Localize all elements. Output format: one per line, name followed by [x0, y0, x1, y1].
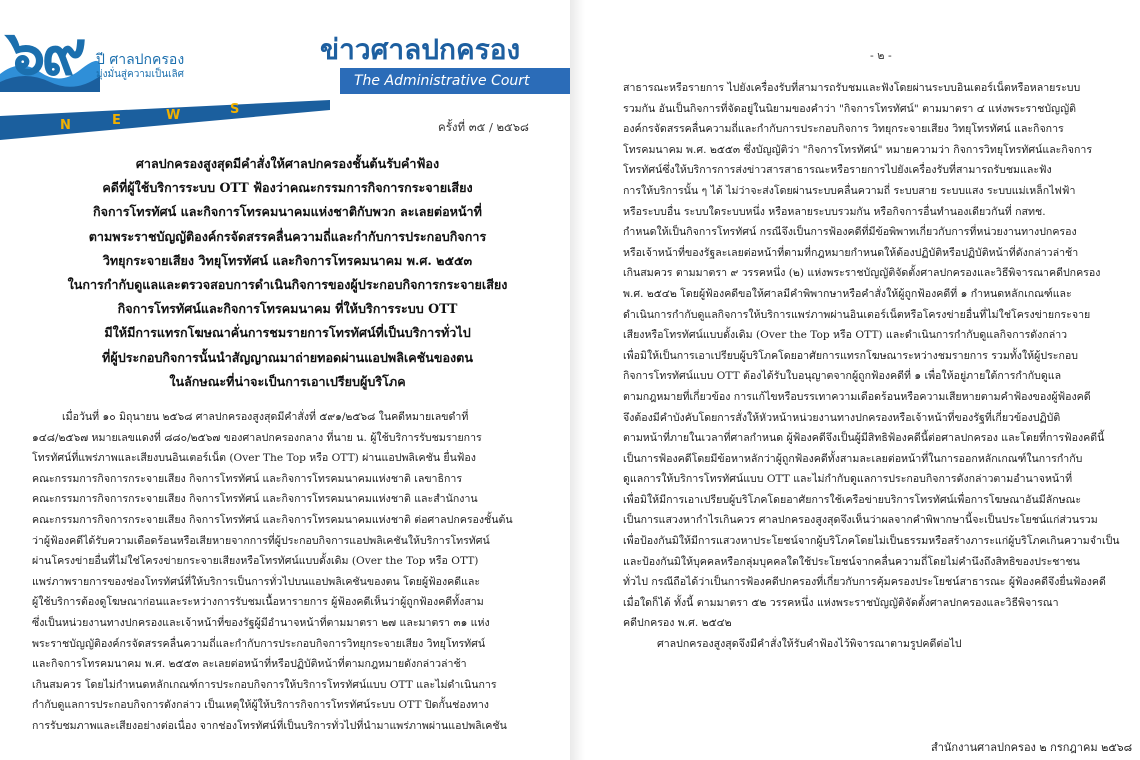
headline-line: ในลักษณะที่น่าจะเป็นการเอาเปรียบผู้บริโภค	[169, 373, 406, 389]
body-line: โทรคมนาคม พ.ศ. ๒๕๕๓ ซึ่งบัญญัติว่า "กิจการโทรทัศน์" หมายความว่า กิจการวิทยุโทรทัศน์และกิจการ	[623, 143, 1093, 156]
body-line: เป็นการแสวงหากำไรเกินควร ศาลปกครองสูงสุดจึงเห็นว่าผลจากคำพิพากษานี้จะเป็นประโยชน์แก่ส่วนรวม	[623, 514, 1098, 527]
body-line: เพื่อมิให้เป็นการเอาเปรียบผู้บริโภคโดยอาศัยการแทรกโฆษณาระหว่างชมรายการ รวมทั้งให้ผู้ประกอบ	[623, 349, 1078, 362]
headline-line: ตามพระราชบัญญัติองค์กรจัดสรรคลื่นความถี่และกำกับการประกอบกิจการ	[88, 228, 487, 244]
headline-line: วิทยุกระจายเสียง วิทยุโทรทัศน์ และกิจการโทรคมนาคม พ.ศ. ๒๕๕๓	[102, 252, 473, 268]
headline-line: มีให้มีการแทรกโฆษณาคั่นการชมรายการโทรทัศน์ที่เป็นบริการทั่วไป	[104, 325, 471, 341]
headline-line: ที่ผู้ประกอบกิจการนั้นนำสัญญาณมาถ่ายทอดผ่านแอปพลิเคชันของตน	[102, 349, 473, 365]
body-line: คณะกรรมการกิจการกระจายเสียง กิจการโทรทัศน์ และกิจการโทรคมนาคมแห่งชาติ และสำนักงาน	[32, 493, 478, 506]
news-ribbon-icon	[0, 96, 330, 140]
body-line: คณะกรรมการกิจการกระจายเสียง กิจการโทรทัศน์ และกิจการโทรคมนาคมแห่งชาติ ต่อศาลปกครองชั้นต้น	[32, 513, 513, 526]
body-line: การให้บริการนั้น ๆ ได้ ไม่ว่าจะส่งโดยผ่านระบบคลื่นความถี่ ระบบสาย ระบบแสง ระบบแม่เหล็กไฟฟ้า	[623, 184, 1076, 197]
body-line: เพื่อมิให้มีการเอาเปรียบผู้บริโภคโดยอาศัยการใช้เครือข่ายบริการโทรทัศน์เพื่อการโฆษณาอันมีลักษณะ	[623, 493, 1082, 506]
body-line: ศาลปกครองสูงสุดจึงมีคำสั่งให้รับคำฟ้องไว้พิจารณาตามรูปคดีต่อไป	[657, 638, 962, 651]
body-line: โทรทัศน์ที่แพร่ภาพและเสียงบนอินเตอร์เน็ต (Over The Top หรือ OTT) ผ่านแอปพลิเคชัน ยื่นฟ้อง	[32, 452, 476, 465]
body-line: ผ่านโครงข่ายอื่นที่ไม่ใช่โครงข่ายกระจายเสียงหรือโทรทัศน์แบบดั้งเดิม (Over the Top หรือ OTT)	[32, 555, 479, 568]
newsletter-title: ข่าวศาลปกครอง	[320, 33, 521, 66]
left-body-text	[32, 407, 542, 737]
body-line: โทรทัศน์ซึ่งให้บริการการส่งข่าวสารสาธารณะหรือรายการไปยังเครื่องรับที่สามารถรับชมและฟัง	[623, 164, 1052, 177]
body-line: ตามหน้าที่ภายในเวลาที่ศาลกำหนด ผู้ฟ้องคดีจึงเป็นผู้มีสิทธิฟ้องคดีนี้ต่อศาลปกครอง และโดยที่การฟ้องคดีนี้	[623, 432, 1105, 445]
page-number: - ๒ -	[870, 49, 892, 62]
news-letter: S	[230, 102, 240, 117]
headline-line: ศาลปกครองสูงสุดมีคำสั่งให้ศาลปกครองชั้นต้นรับคำฟ้อง	[135, 156, 440, 171]
newsletter-subtitle: The Administrative Court	[340, 68, 570, 94]
body-line: และกิจการโทรคมนาคม พ.ศ. ๒๕๕๓ ละเลยต่อหน้าที่หรือปฏิบัติหน้าที่ตามกฎหมายดังกล่าวล่าช้า	[32, 658, 467, 671]
body-line: เกินสมควร ตามมาตรา ๙ วรรคหนึ่ง (๒) แห่งพระราชบัญญัติจัดตั้งศาลปกครองและวิธีพิจารณาคดีปกครอง	[623, 267, 1101, 280]
body-line: เกินสมควร โดยไม่กำหนดหลักเกณฑ์การประกอบกิจการให้บริการโทรทัศน์แบบ OTT และไม่ดำเนินการ	[32, 678, 497, 691]
headline-line: กิจการโทรทัศน์ และกิจการโทรคมนาคมแห่งชาติกับพวก ละเลยต่อหน้าที่	[93, 204, 482, 220]
body-line: เมื่อใดก็ได้ ทั้งนี้ ตามมาตรา ๕๒ วรรคหนึ่ง แห่งพระราชบัญญัติจัดตั้งศาลปกครองและวิธีพิจารณา	[623, 596, 1059, 609]
body-line: แพร่ภาพรายการของช่องโทรทัศน์ที่ให้บริการเป็นการทั่วไปบนแอปพลิเคชันของตน โดยผู้ฟ้องคดีและ	[32, 575, 481, 588]
headline	[20, 152, 555, 394]
news-letter: W	[166, 108, 181, 123]
signoff: สำนักงานศาลปกครอง ๒ กรกฎาคม ๒๕๖๘	[931, 741, 1133, 754]
body-line: เพื่อป้องกันมิให้มีการแสวงหาประโยชน์จากผู้บริโภคโดยไม่เป็นธรรมหรือสร้างภาระแก่ผู้บริโภคเกินความจำเป็น	[623, 535, 1120, 548]
body-line: การรับชมภาพและเสียงอย่างต่อเนื่อง จากช่องโทรทัศน์ที่เป็นบริการทั่วไปที่นำมาแพร่ภาพผ่านแอปพลิเคชัน	[32, 719, 507, 732]
body-line: สาธารณะหรือรายการ ไปยังเครื่องรับที่สามารถรับชมและฟังโดยผ่านระบบอินเตอร์เน็ตหรือหลายระบบ	[623, 82, 1081, 94]
body-line: ๑๔๘/๒๕๖๗ หมายเลขแดงที่ ๘๘๐/๒๕๖๗ ของศาลปกครองกลาง ที่นาย น. ผู้ใช้บริการรับชมรายการ	[32, 431, 482, 444]
body-line: ดำเนินการกำกับดูแลกิจการให้บริการแพร่ภาพผ่านอินเตอร์เน็ตหรือโครงข่ายอื่นที่ไม่ใช่โครงข่ายกระจาย	[623, 308, 1091, 321]
body-line: พ.ศ. ๒๕๔๒ โดยผู้ฟ้องคดีขอให้ศาลมีคำพิพากษาหรือคำสั่งให้ผู้ถูกฟ้องคดีที่ ๑ กำหนดหลักเกณฑ์และ	[623, 287, 1072, 300]
body-line: กิจการโทรทัศน์แบบ OTT ต้องได้รับใบอนุญาตจากผู้ถูกฟ้องคดีที่ ๑ เพื่อให้อยู่ภายใต้การกำกับดูแล	[623, 370, 1062, 383]
headline-line: ในการกำกับดูแลและตรวจสอบการดำเนินกิจการของผู้ประกอบกิจการกระจายเสียง	[67, 277, 508, 293]
body-line: องค์กรจัดสรรคลื่นความถี่และกำกับการประกอบกิจการ วิทยุกระจายเสียง วิทยุโทรทัศน์ และกิจการ	[623, 123, 1064, 136]
body-line: กำหนดให้เป็นกิจการโทรทัศน์ กรณีจึงเป็นการฟ้องคดีที่มีข้อพิพาทเกี่ยวกับการที่หน่วยงานทางปกครอง	[623, 226, 1077, 239]
body-line: กำกับดูแลการประกอบกิจการดังกล่าว เป็นเหตุให้ผู้ให้บริการกิจการโทรทัศน์ระบบ OTT ปิดกั้นช่องทาง	[32, 699, 489, 712]
body-line: หรือเจ้าหน้าที่ของรัฐละเลยต่อหน้าที่ตามที่กฎหมายกำหนดให้ต้องปฏิบัติหรือปฏิบัติหน้าที่ดังกล่าวล่าช้า	[623, 246, 1079, 259]
body-line: เป็นการฟ้องคดีโดยมีข้อหาหลักว่าผู้ถูกฟ้องคดีทั้งสามละเลยต่อหน้าที่ในการออกหลักเกณฑ์ในการกำกับ	[623, 452, 1083, 465]
headline-line: กิจการโทรทัศน์และกิจการโทรคมนาคม ที่ให้บริการระบบ OTT	[117, 301, 458, 317]
body-line: รวมกัน อันเป็นกิจการที่จัดอยู่ในนิยามของคำว่า "กิจการโทรทัศน์" ตามมาตรา ๔ แห่งพระราชบัญญัติ	[623, 102, 1076, 115]
body-line: พระราชบัญญัติองค์กรจัดสรรคลื่นความถี่และกำกับการประกอบกิจการวิทยุกระจายเสียง วิทยุโทรทัศน์	[32, 637, 486, 650]
body-line: ผู้ใช้บริการต้องดูโฆษณาก่อนและระหว่างการรับชมเนื้อหารายการ ผู้ฟ้องคดีเห็นว่าผู้ถูกฟ้องคดีทั้งสาม	[32, 596, 484, 609]
page-gutter	[570, 0, 585, 760]
body-line: จึงต้องมีคำบังคับโดยการสั่งให้หัวหน้าหน่วยงานทางปกครองหรือเจ้าหน้าที่ของรัฐที่เกี่ยวข้องปฏิบัติ	[623, 411, 1061, 424]
news-letter: N	[60, 118, 71, 133]
body-line: เมื่อวันที่ ๑๐ มิถุนายน ๒๕๖๘ ศาลปกครองสูงสุดมีคำสั่งที่ ๕๙๑/๒๕๖๘ ในคดีหมายเลขดำที่	[62, 411, 469, 423]
body-line: หรือระบบอื่น ระบบใดระบบหนึ่ง หรือหลายระบบรวมกัน หรือกิจการอื่นทำนองเดียวกันที่ กสทช.	[623, 205, 1046, 218]
body-line: ซึ่งเป็นหน่วยงานทางปกครองและเจ้าหน้าที่ของรัฐผู้มีอำนาจหน้าที่ตามมาตรา ๒๗ และมาตรา ๓๑ แห่ง	[32, 616, 490, 629]
body-line: คณะกรรมการกิจการกระจายเสียง กิจการโทรทัศน์ และกิจการโทรคมนาคมแห่งชาติ เลขาธิการ	[32, 472, 463, 485]
body-line: ทั่วไป กรณีถือได้ว่าเป็นการฟ้องคดีปกครองที่เกี่ยวกับการคุ้มครองประโยชน์สาธารณะ ผู้ฟ้องคดีจึงยื่นฟ้องคดี	[623, 576, 1106, 589]
news-banner	[0, 0, 570, 140]
logo-number: ๖๙	[6, 16, 83, 89]
headline-line: คดีที่ผู้ใช้บริการระบบ OTT ฟ้องว่าคณะกรรมการกิจการกระจายเสียง	[102, 180, 473, 196]
body-line: ดูแลการให้บริการโทรทัศน์แบบ OTT และไม่กำกับดูแลการประกอบกิจการดังกล่าวตามอำนาจหน้าที่	[623, 473, 1073, 486]
logo-text: ปี ศาลปกครอง	[96, 52, 185, 68]
body-line: เสียงหรือโทรทัศน์แบบดั้งเดิม (Over the Top หรือ OTT) และดำเนินการกำกับดูแลกิจการดังกล่าว	[623, 329, 1068, 342]
news-letter: E	[112, 113, 121, 128]
body-line: คดีปกครอง พ.ศ. ๒๕๔๒	[623, 617, 732, 630]
logo-slogan: มุ่งมั่นสู่ความเป็นเลิศ	[96, 69, 185, 80]
issue-number: ครั้งที่ ๓๕ / ๒๕๖๘	[438, 120, 529, 134]
body-line: และป้องกันมิให้บุคคลหรือกลุ่มบุคคลใดใช้ประโยชน์จากคลื่นความถี่โดยไม่คำนึงถึงสิทธิของประชาชน	[623, 555, 1080, 568]
right-body-text	[623, 78, 1140, 655]
body-line: ตามกฎหมายที่เกี่ยวข้อง การแก้ไขหรือบรรเทาความเดือดร้อนหรือความเสียหายตามคำฟ้องของผู้ฟ้องคดี	[623, 390, 1091, 403]
right-page	[585, 0, 1140, 760]
body-line: ว่าผู้ฟ้องคดีได้รับความเดือดร้อนหรือเสียหายจากการที่ผู้ประกอบกิจการแอปพลิเคชันให้บริการโทรทัศน์	[32, 534, 490, 547]
